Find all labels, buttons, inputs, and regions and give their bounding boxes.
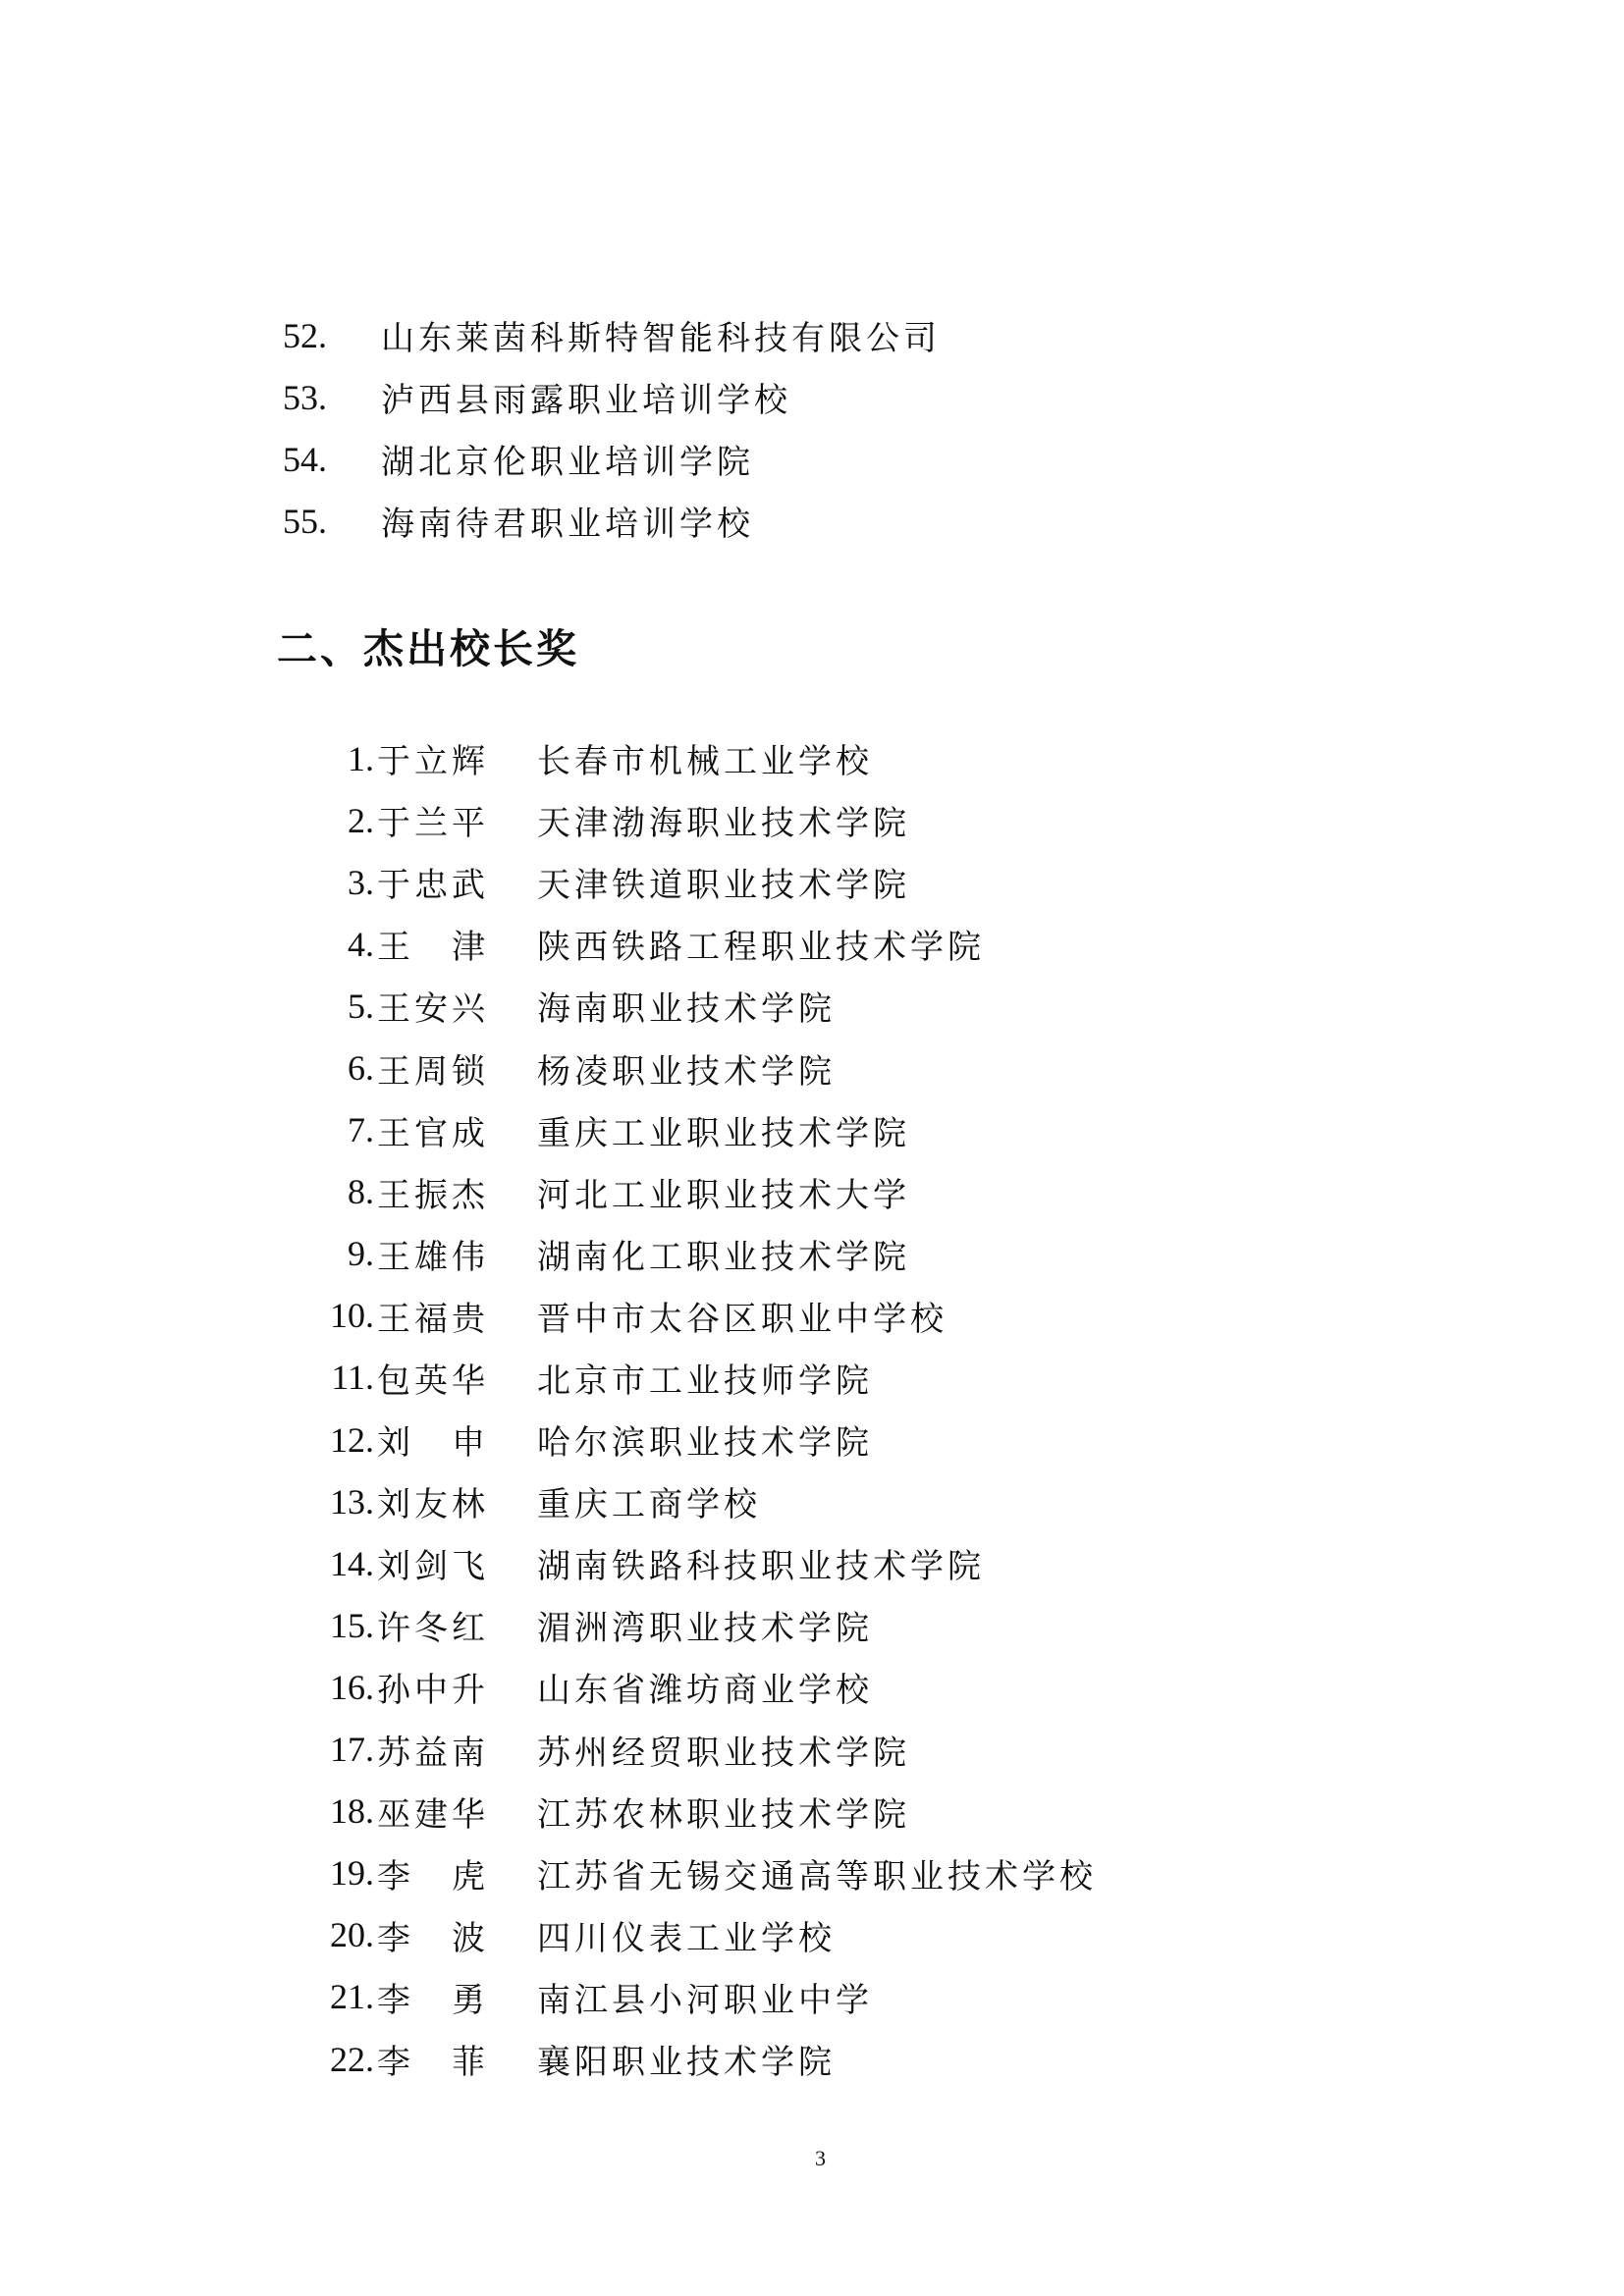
item-number: 53. — [283, 377, 327, 417]
organization-name: 海南待君职业培训学校 — [381, 505, 754, 544]
item-number: 22. — [330, 2039, 374, 2079]
school-name: 江苏省无锡交通高等职业技术学校 — [537, 1856, 1097, 1896]
person-name: 巫建华 — [377, 1794, 489, 1835]
item-number: 18. — [330, 1791, 374, 1832]
list-item — [283, 2028, 1097, 2090]
school-name: 海南职业技术学院 — [537, 989, 836, 1030]
person-name: 王周锁 — [377, 1051, 489, 1092]
list-item — [283, 1470, 1097, 1532]
item-number: 54. — [283, 439, 327, 479]
list-item — [283, 1656, 1097, 1718]
person-name: 李 虎 — [377, 1856, 489, 1896]
person-name: 王安兴 — [377, 989, 489, 1030]
item-number: 16. — [330, 1667, 374, 1707]
item-number: 11. — [331, 1358, 374, 1398]
school-name: 苏州经贸职业技术学院 — [537, 1733, 910, 1773]
school-name: 山东省潍坊商业学校 — [537, 1671, 873, 1711]
item-number: 8. — [348, 1172, 374, 1212]
list-item — [283, 1099, 1097, 1161]
list-item — [283, 490, 941, 552]
person-name: 王 津 — [377, 928, 489, 968]
school-name: 湖南铁路科技职业技术学院 — [537, 1547, 985, 1587]
organization-name: 泸西县雨露职业培训学校 — [381, 381, 791, 420]
person-name: 王雄伟 — [377, 1237, 489, 1277]
list-item — [283, 1842, 1097, 1904]
person-name: 李 菲 — [377, 2043, 489, 2083]
item-number: 7. — [348, 1110, 374, 1150]
person-name: 于忠武 — [377, 866, 489, 906]
section-heading: 二、杰出校长奖 — [277, 625, 579, 672]
list-item — [283, 1409, 1097, 1470]
list-item — [283, 1719, 1097, 1781]
list-item — [283, 1037, 1097, 1098]
school-name: 河北工业职业技术大学 — [537, 1175, 910, 1215]
item-number: 6. — [348, 1048, 374, 1089]
person-name: 刘 申 — [377, 1423, 489, 1464]
person-name: 孙中升 — [377, 1671, 489, 1711]
list-item — [283, 1966, 1097, 2028]
person-name: 王福贵 — [377, 1299, 489, 1339]
school-name: 晋中市太谷区职业中学校 — [537, 1299, 947, 1339]
item-number: 5. — [348, 986, 374, 1026]
item-number: 2. — [348, 800, 374, 840]
school-name: 长春市机械工业学校 — [537, 742, 873, 782]
list-item — [283, 789, 1097, 851]
school-name: 杨凌职业技术学院 — [537, 1051, 836, 1092]
list-item — [283, 304, 941, 366]
person-name: 王振杰 — [377, 1175, 489, 1215]
outstanding-principal-award-list — [283, 727, 1097, 2090]
school-name: 哈尔滨职业技术学院 — [537, 1423, 873, 1464]
person-name: 王官成 — [377, 1113, 489, 1153]
person-name: 刘剑飞 — [377, 1547, 489, 1587]
list-item — [283, 727, 1097, 789]
person-name: 苏益南 — [377, 1733, 489, 1773]
item-number: 15. — [330, 1605, 374, 1645]
person-name: 于立辉 — [377, 742, 489, 782]
item-number: 3. — [348, 862, 374, 902]
item-number: 21. — [330, 1977, 374, 2017]
school-name: 四川仪表工业学校 — [537, 1918, 836, 1958]
school-name: 江苏农林职业技术学院 — [537, 1794, 910, 1835]
list-item — [283, 428, 941, 490]
item-number: 1. — [348, 738, 374, 778]
list-item — [283, 1285, 1097, 1347]
list-item — [283, 366, 941, 428]
item-number: 14. — [330, 1543, 374, 1583]
list-item — [283, 1532, 1097, 1594]
item-number: 17. — [330, 1730, 374, 1770]
school-name: 天津渤海职业技术学院 — [537, 804, 910, 844]
item-number: 55. — [283, 501, 327, 541]
school-name: 天津铁道职业技术学院 — [537, 866, 910, 906]
organization-name: 山东莱茵科斯特智能科技有限公司 — [381, 319, 941, 358]
person-name: 刘友林 — [377, 1485, 489, 1525]
list-item — [283, 851, 1097, 913]
page-number: 3 — [815, 2146, 826, 2170]
list-item — [283, 1781, 1097, 1842]
item-number: 9. — [348, 1234, 374, 1274]
school-name: 陕西铁路工程职业技术学院 — [537, 928, 985, 968]
person-name: 包英华 — [377, 1361, 489, 1401]
item-number: 10. — [330, 1296, 374, 1336]
school-name: 湄洲湾职业技术学院 — [537, 1609, 873, 1649]
school-name: 南江县小河职业中学 — [537, 1980, 873, 2020]
item-number: 4. — [348, 924, 374, 964]
item-number: 13. — [330, 1481, 374, 1522]
list-item — [283, 1161, 1097, 1223]
list-item — [283, 975, 1097, 1037]
school-name: 北京市工业技师学院 — [537, 1361, 873, 1401]
item-number: 20. — [330, 1915, 374, 1955]
person-name: 许冬红 — [377, 1609, 489, 1649]
school-name: 襄阳职业技术学院 — [537, 2043, 836, 2083]
continued-organization-list — [283, 304, 941, 552]
person-name: 李 波 — [377, 1918, 489, 1958]
list-item — [283, 1223, 1097, 1285]
person-name: 李 勇 — [377, 1980, 489, 2020]
item-number: 12. — [330, 1419, 374, 1460]
school-name: 重庆工商学校 — [537, 1485, 761, 1525]
list-item — [283, 1347, 1097, 1409]
list-item — [283, 913, 1097, 975]
list-item — [283, 1594, 1097, 1656]
list-item — [283, 1904, 1097, 1966]
person-name: 于兰平 — [377, 804, 489, 844]
item-number: 52. — [283, 315, 327, 355]
organization-name: 湖北京伦职业培训学院 — [381, 443, 754, 482]
school-name: 重庆工业职业技术学院 — [537, 1113, 910, 1153]
school-name: 湖南化工职业技术学院 — [537, 1237, 910, 1277]
item-number: 19. — [330, 1853, 374, 1894]
